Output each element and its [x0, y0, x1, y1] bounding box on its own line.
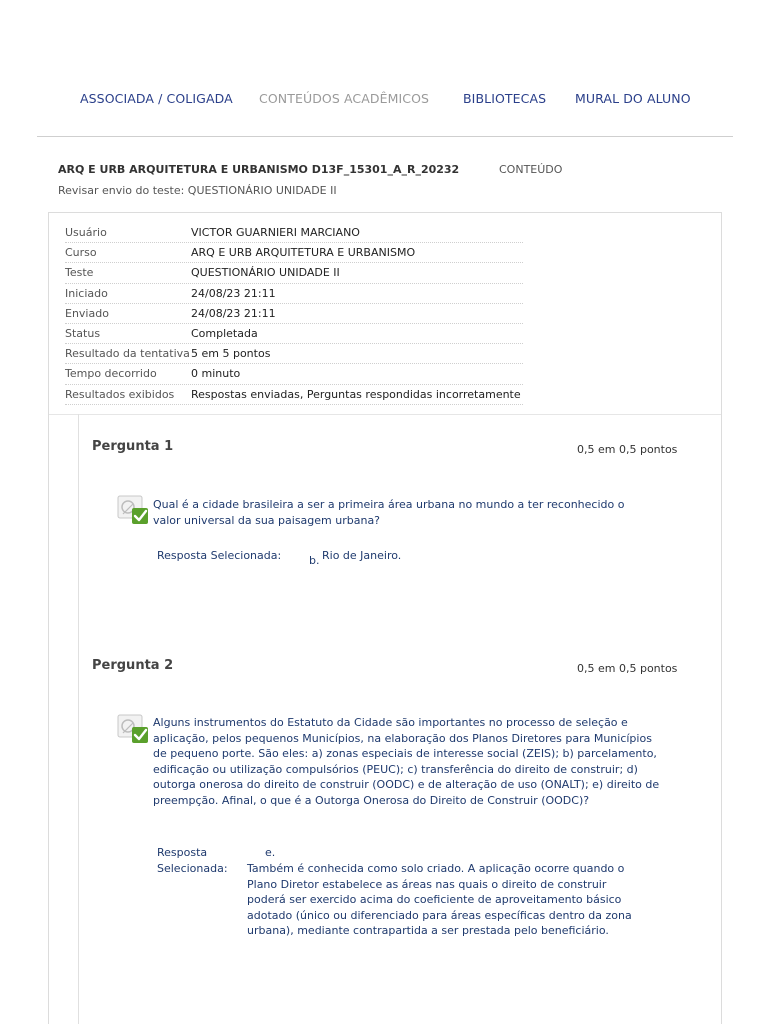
nav-divider — [37, 136, 733, 137]
info-row-iniciado — [65, 284, 523, 304]
correct-answer-icon — [117, 714, 149, 744]
top-navigation — [0, 91, 768, 111]
nav-bibliotecas[interactable]: BIBLIOTECAS — [463, 91, 547, 106]
info-value: Respostas enviadas, Perguntas respondidas incorretamente — [191, 387, 521, 401]
info-row-resultado — [65, 344, 523, 364]
info-value: 24/08/23 21:11 — [191, 306, 276, 320]
info-value: 24/08/23 21:11 — [191, 286, 276, 300]
question-2-response-letter: e. — [265, 846, 276, 859]
question-1-text: Qual é a cidade brasileira a ser a primeira área urbana no mundo a ter reconhecido o valor universal da sua paisagem urbana? — [153, 498, 625, 527]
nav-mural-do-aluno[interactable]: MURAL DO ALUNO — [575, 91, 691, 106]
question-2-response-label: Selecionada: — [157, 862, 228, 875]
info-row-resultados-exibidos — [65, 385, 523, 405]
info-value: VICTOR GUARNIERI MARCIANO — [191, 226, 360, 239]
question-2-title: Pergunta 2 — [92, 658, 174, 673]
correct-answer-icon — [117, 495, 149, 525]
info-row-teste — [65, 263, 523, 283]
nav-conteudos-academicos[interactable]: CONTEÚDOS ACADÊMICOS — [259, 91, 430, 106]
info-value: 5 em 5 pontos — [191, 347, 271, 361]
question-2-text: Alguns instrumentos do Estatuto da Cidade são importantes no processo de seleção e aplicação, pelos pequenos Municípios, na elaboração dos Planos Diretores para Municípios de pequeno porte. São eles: a) zonas especiais de interesse social (ZEIS); b) parcelamento, edificação ou utilização compulsórios (PEUC); c) transferência do direito de construir; d) outorga onerosa do direito de construir (OODC) e de alteração de uso (ONALT); e) direito de preempção. Afinal, o que é a Outorga Onerosa do Direito de Construir (OODC)? — [153, 716, 660, 807]
info-label: Enviado — [65, 306, 109, 320]
info-row-enviado — [65, 304, 523, 324]
question-1-response-letter: b. — [309, 554, 320, 567]
question-2-response-label: Resposta — [157, 846, 208, 859]
section-breadcrumb[interactable]: CONTEÚDO — [499, 163, 563, 176]
question-1-response-text: Rio de Janeiro. — [322, 549, 402, 562]
info-label: Tempo decorrido — [65, 367, 157, 381]
question-1-title: Pergunta 1 — [92, 439, 174, 454]
info-row-status — [65, 324, 523, 344]
info-row-curso — [65, 243, 523, 263]
info-value: QUESTIONÁRIO UNIDADE II — [191, 266, 340, 280]
page-title: Revisar envio do teste: QUESTIONÁRIO UNIDADE II — [58, 184, 337, 197]
info-label: Resultado da tentativa — [65, 347, 190, 361]
nav-associada-coligada[interactable]: ASSOCIADA / COLIGADA — [80, 91, 233, 106]
info-row-tempo — [65, 364, 523, 384]
question-2-points: 0,5 em 0,5 pontos — [577, 662, 678, 675]
question-2-response-text: Também é conhecida como solo criado. A aplicação ocorre quando o Plano Diretor estabelece as áreas nas quais o direito de construir poderá ser exercido acima do coeficiente de aproveitamento básico adotado (único ou diferenciado para áreas específicas dentro da zona urbana), mediante contrapartida a ser prestada pelo beneficiário. — [247, 862, 632, 937]
info-row-usuario — [65, 223, 523, 243]
info-label: Resultados exibidos — [65, 387, 175, 401]
question-1-points: 0,5 em 0,5 pontos — [577, 443, 678, 456]
info-label: Teste — [65, 266, 94, 280]
info-label: Status — [65, 326, 101, 340]
info-value: ARQ E URB ARQUITETURA E URBANISMO — [191, 246, 416, 260]
course-breadcrumb[interactable]: ARQ E URB ARQUITETURA E URBANISMO D13F_15301_A_R_20232 — [58, 163, 460, 176]
attempt-info-table — [65, 223, 523, 405]
info-label: Curso — [65, 246, 97, 260]
info-label: Iniciado — [65, 286, 108, 300]
info-value: 0 minuto — [191, 367, 241, 381]
question-1-response-label: Resposta Selecionada: — [157, 549, 282, 562]
info-value: Completada — [191, 326, 258, 340]
info-label: Usuário — [65, 226, 107, 239]
